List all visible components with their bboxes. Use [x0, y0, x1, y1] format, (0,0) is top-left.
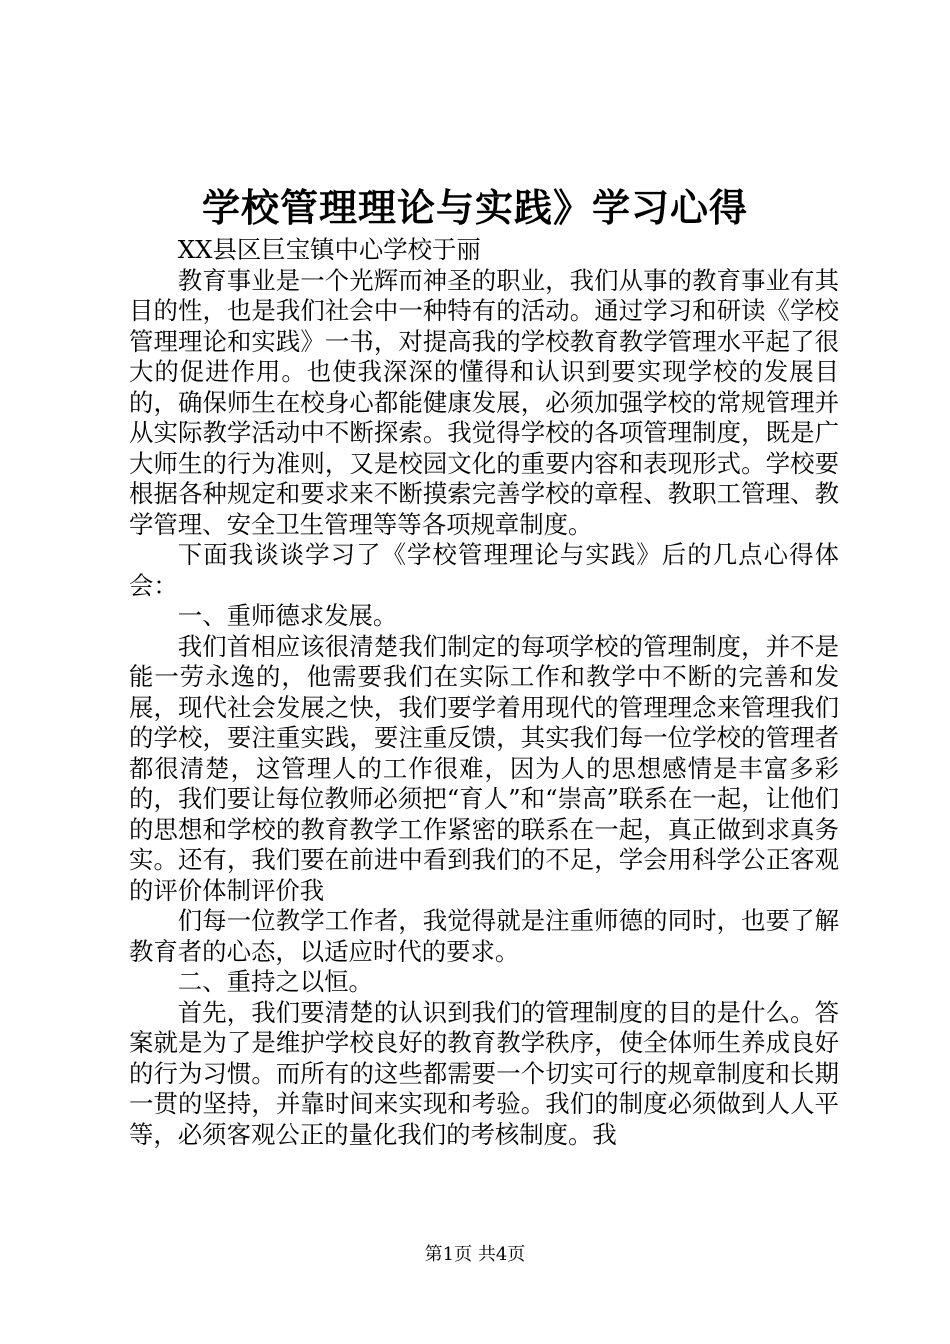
- document-title: 学校管理理论与实践》学习心得: [201, 185, 748, 230]
- section-heading: 一、重师德求发展。: [177, 601, 398, 630]
- document-body: [129, 235, 839, 1150]
- page-number-footer: 第1页 共4页: [424, 1244, 526, 1265]
- paragraph: 下面我谈谈学习了《学校管理理论与实践》后的几点心得体会：: [129, 540, 839, 600]
- paragraph: 我们首相应该很清楚我们制定的每项学校的管理制度，并不是能一劳永逸的，他需要我们在实际工作和教学中不断的完善和发展，现代社会发展之快，我们要学着用现代的管理理念来管理我们的学校，要注重实践，要注重反馈，其实我们每一位学校的管理者都很清楚，这管理人的工作很难，因为人的思想感情是丰富多彩的，我们要让每位教师必须把“育人”和“崇高”联系在一起，让他们的思想和学校的教育教学工作紧密的联系在一起，真正做到求真务实。还有，我们要在前进中看到我们的不足，学会用科学公正客观的评价体制评价我: [129, 631, 839, 905]
- author-line: XX县区巨宝镇中心学校于丽: [177, 235, 481, 264]
- paragraph: 教育事业是一个光辉而神圣的职业，我们从事的教育事业有其目的性，也是我们社会中一种特有的活动。通过学习和研读《学校管理理论和实践》一书，对提高我的学校教育教学管理水平起了很大的促进作用。也使我深深的懂得和认识到要实现学校的发展目的，确保师生在校身心都能健康发展，必须加强学校的常规管理并从实际教学活动中不断探索。我觉得学校的各项管理制度，既是广大师生的行为准则，又是校园文化的重要内容和表现形式。学校要根据各种规定和要求来不断摸索完善学校的章程、教职工管理、教学管理、安全卫生管理等等各项规章制度。: [129, 265, 839, 539]
- paragraph: 首先，我们要清楚的认识到我们的管理制度的目的是什么。答案就是为了是维护学校良好的教育教学秩序，使全体师生养成良好的行为习惯。而所有的这些都需要一个切实可行的规章制度和长期一贯的坚持，并靠时间来实现和考验。我们的制度必须做到人人平等，必须客观公正的量化我们的考核制度。我: [129, 997, 839, 1149]
- paragraph: 们每一位教学工作者，我觉得就是注重师德的同时，也要了解教育者的心态，以适应时代的要求。: [129, 906, 839, 966]
- section-heading: 二、重持之以恒。: [177, 967, 373, 996]
